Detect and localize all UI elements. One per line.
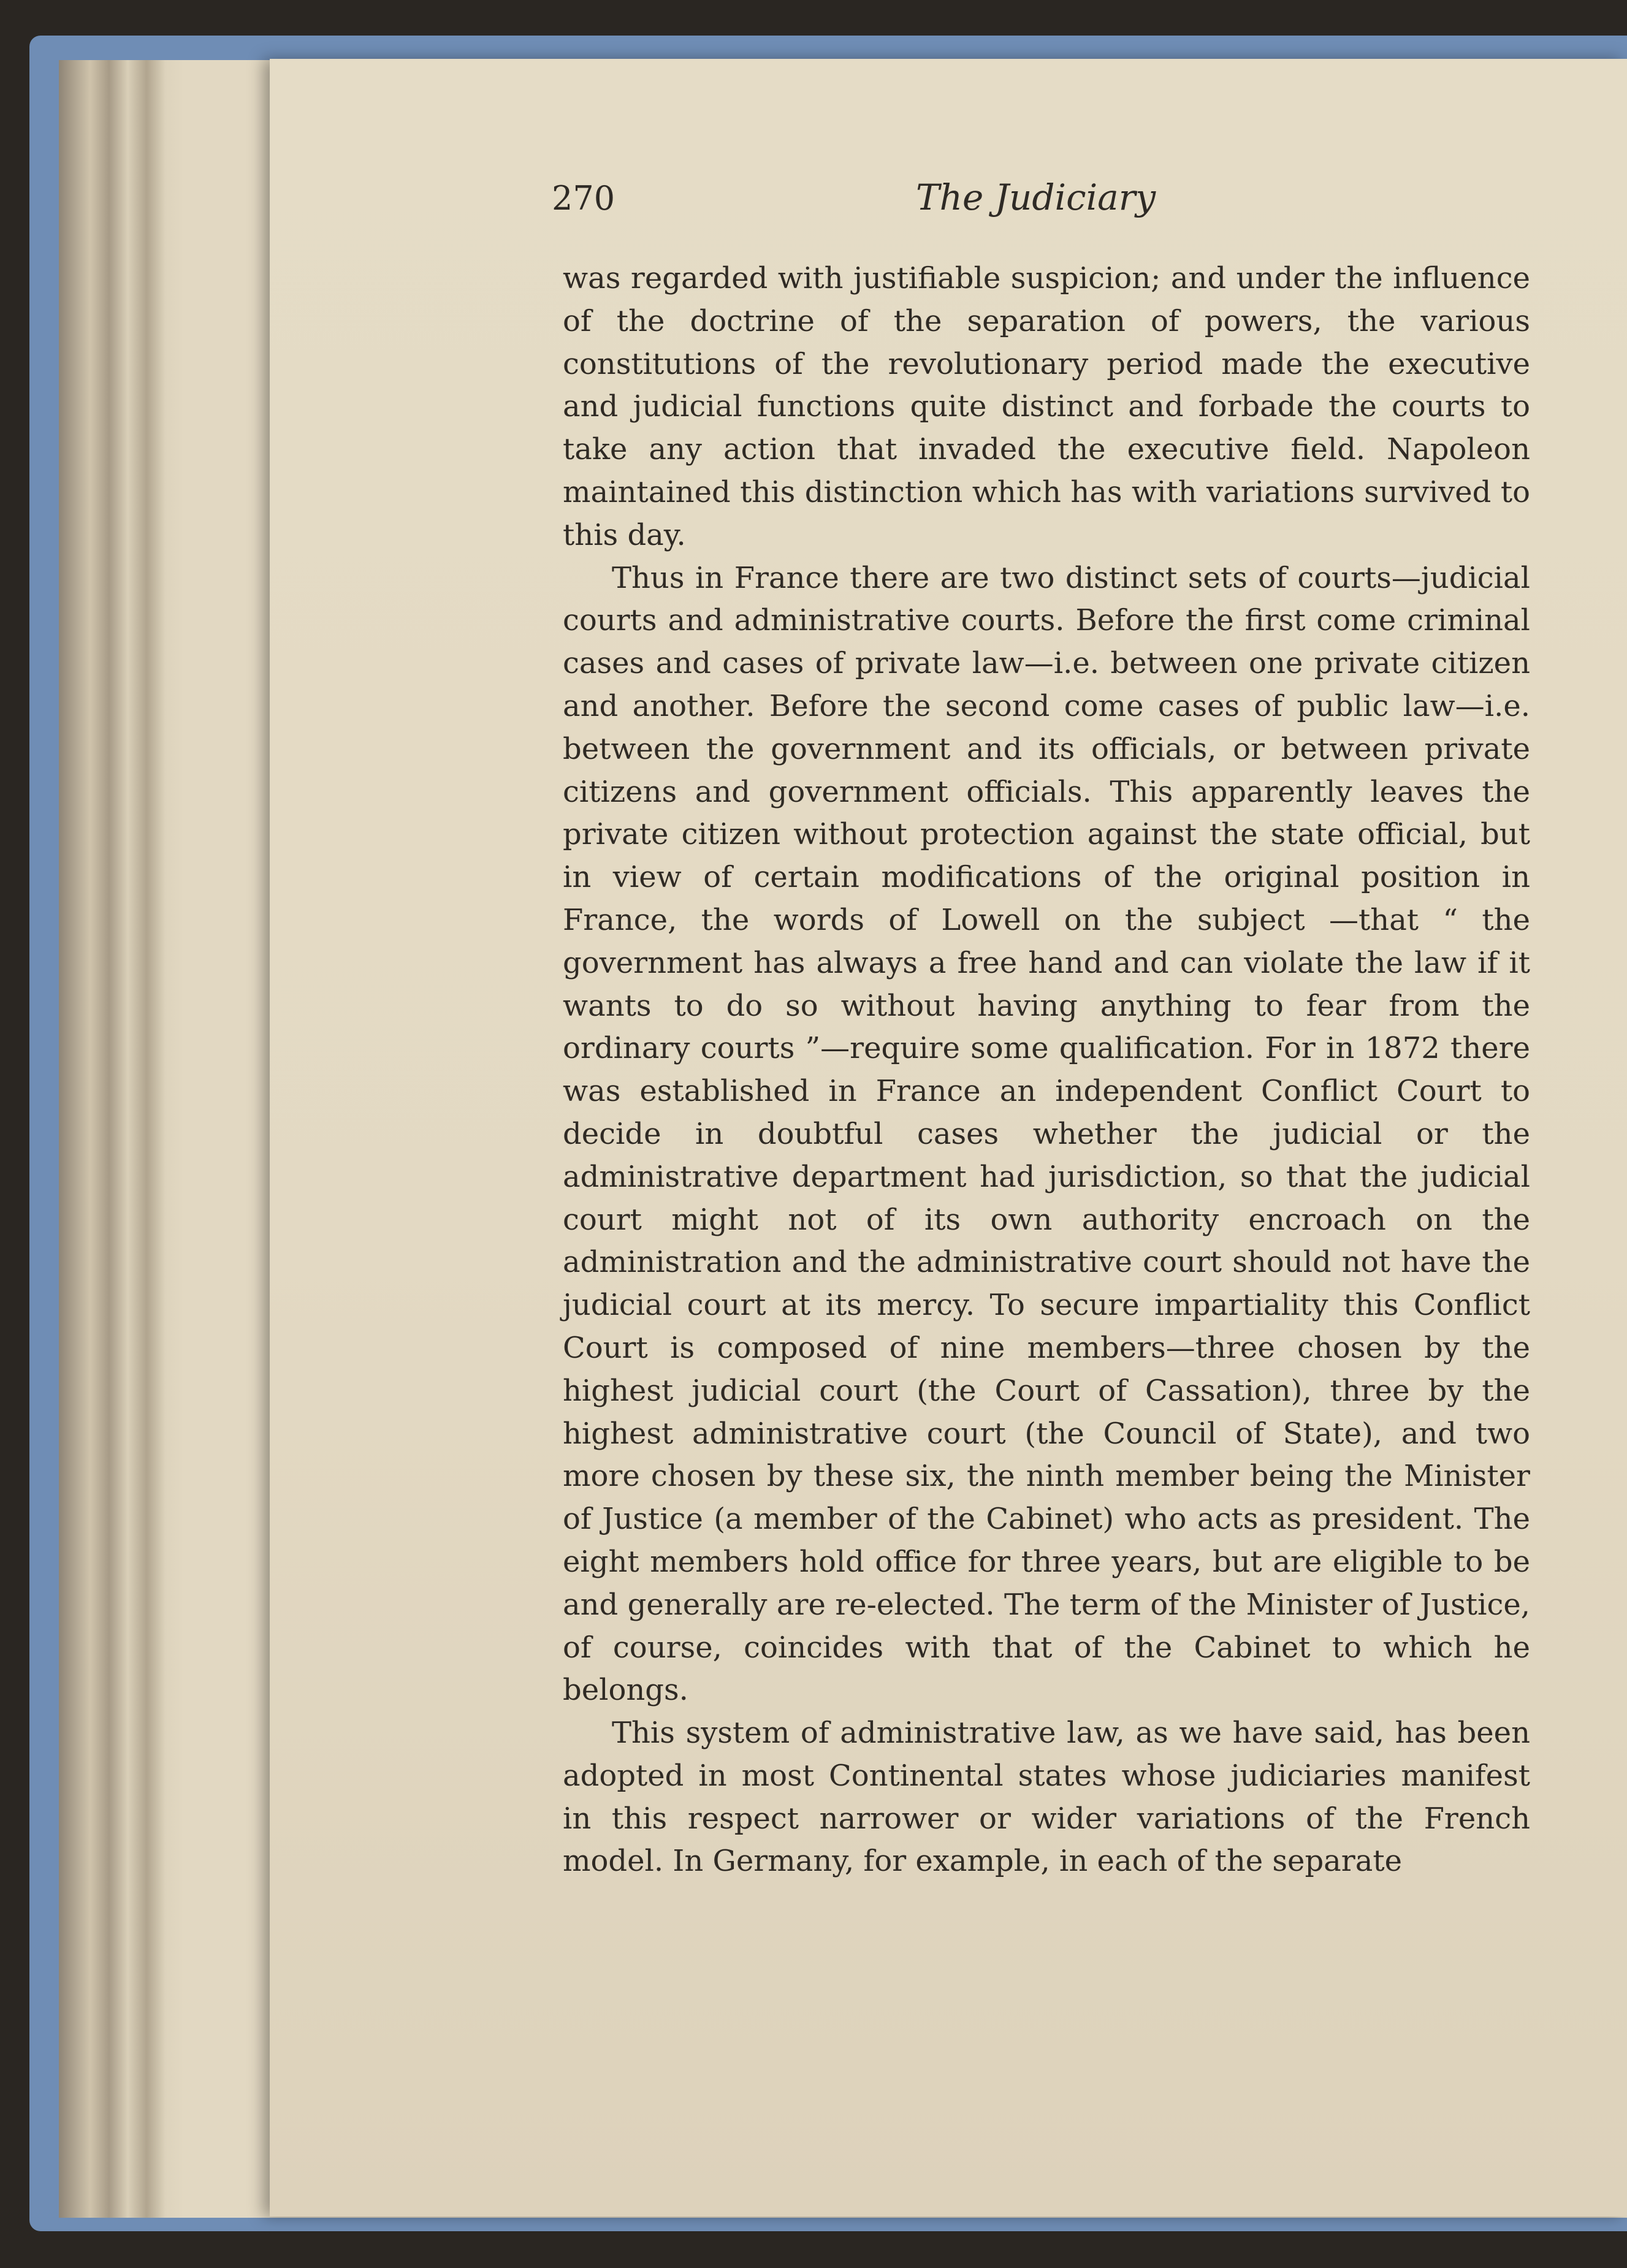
paragraph-1: was regarded with justifiable suspicion; and under the influence of the doctrine of the separation of powers, the various constitutions of the revolutionary period made the executive and judicial functions quite distinct and forbade the courts to take any action that invaded the executive field. Napoleon maintained this distinction which has with variations survived to this day. xyxy=(563,261,1530,552)
paragraph-2: Thus in France there are two distinct sets of courts—judicial courts and administrative courts. Before the first come criminal cases and cases of private law—i.e. between one private citizen and another. Before the second come cases of public law—i.e. between the government and its officials, or between private citizens and government officials. This apparently leaves the private citizen without protection against the state official, but in view of certain modifications of the original position in France, the words of Lowell on the subject —that “ the government has always a free hand and can violate the law if it wants to do so without having anything to fear from the ordinary courts ”—require some qualification. For in 1872 there was established in France an independent Conflict Court to decide in doubtful cases whether the judicial or the administrative department had jurisdiction, so that the judicial court might not of its own authority encroach on the administration and the administrative court should not have the judicial court at its mercy. To secure impartiality this Conflict Court is composed of nine members—three chosen by the highest judicial court (the Court of Cassation), three by the highest administrative court (the Council of State), and two more chosen by these six, the ninth member being the Minister of Justice (a member of the Cabinet) who acts as president. The eight members hold office for three years, but are eligible to be and generally are re-elected. The term of the Minister of Justice, of course, coincides with that of the Cabinet to which he belongs. xyxy=(563,560,1530,1708)
body-text xyxy=(563,257,1530,1883)
running-head xyxy=(552,179,1533,228)
paragraph-3: This system of administrative law, as we have said, has been adopted in most Continental states whose judiciaries manifest in this respect narrower or wider variations of the French model. In Germany, for example, in each of the separate xyxy=(563,1716,1530,1879)
running-title: The Judiciary xyxy=(916,177,1156,218)
page-number: 270 xyxy=(552,179,615,218)
